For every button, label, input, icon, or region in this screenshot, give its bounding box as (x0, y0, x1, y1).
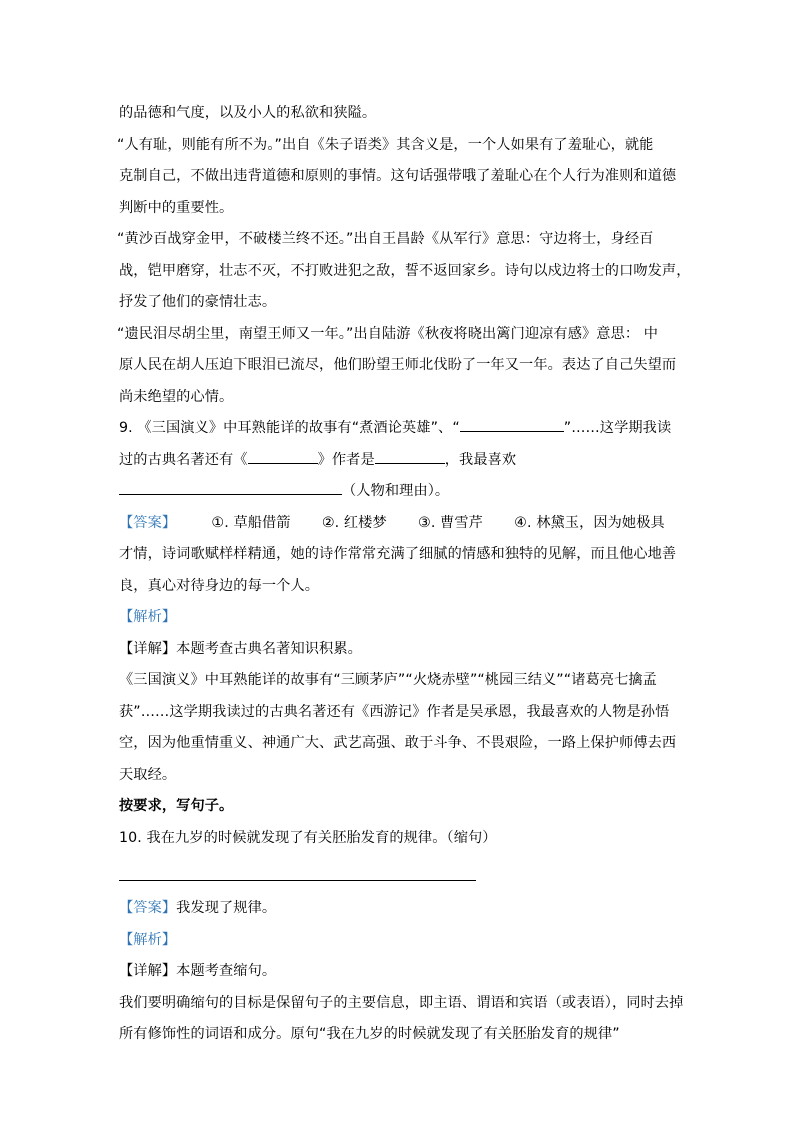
paragraph-intro: 的品德和气度，以及小人的私欲和狭隘。 (119, 105, 377, 121)
answer-item-2: ②. 红楼梦 (321, 514, 387, 531)
text-line: 空，因为他重情重义、神通广大、武艺高强、敢于斗争、不畏艰险，一路上保护师傅去西 (119, 735, 677, 751)
text-line: 所有修饰性的词语和成分。原句“我在九岁的时候就发现了有关胚胎发育的规律” (119, 1026, 620, 1042)
answer-blank-1 (460, 417, 564, 432)
answer-label: 【答案】 (119, 514, 177, 531)
detail-label: 【详解】 (119, 963, 177, 979)
answer-line-rule (119, 880, 476, 881)
detail-intro: 本题考查古典名著知识积累。 (176, 640, 362, 657)
detail-intro: 本题考查缩句。 (176, 963, 277, 979)
document-page (117, 98, 691, 1051)
text-line: 天取经。 (119, 766, 177, 783)
text-line: 尚未绝望的心情。 (119, 388, 234, 405)
answer-text: 我发现了规律。 (176, 900, 277, 916)
question-text: （人物和理由）。 (342, 483, 450, 499)
question-text: 》作者是 (317, 451, 375, 468)
answer-blank-3 (375, 449, 445, 464)
question-9-line-1 (119, 413, 679, 445)
text-line: 获”……这学期我读过的古典名著还有《西游记》作者是吴承恩，我最喜欢的人物是孙悟 (119, 703, 670, 720)
section-heading: 按要求，写句子。 (119, 798, 234, 814)
question-text: ，我最喜欢 (444, 451, 517, 468)
text-line: 抒发了他们的豪情壮志。 (119, 294, 277, 310)
answer-label: 【答案】 (119, 900, 177, 916)
question-text: 《三国演义》中耳熟能详的故事有“煮酒论英雄”、“ (137, 420, 460, 436)
text-line: 才情，诗词歌赋样样精通，她的诗作常常充满了细腻的情感和独特的见解，而且他心地善 (119, 546, 677, 562)
text-line: “遗民泪尽胡尘里，南望王师又一年。”出自陆游《秋夜将晓出篱门迎凉有感》意思： 中 (117, 325, 659, 342)
text-line: “黄沙百战穿金甲，不破楼兰终不还。”出自王昌龄《从军行》意思：守边将士，身经百 (117, 231, 654, 247)
question-9-line-2 (119, 445, 679, 477)
question-10-text: 10. 我在九岁的时候就发现了有关胚胎发育的规律。（缩句） (119, 829, 497, 846)
question-text: 过的古典名著还有《 (119, 451, 248, 468)
question-text: ”……这学期我读 (563, 420, 672, 436)
text-line: 《三国演义》中耳熟能详的故事有“三顾茅庐”“火烧赤壁”“桃园三结义”“诸葛亮七擒孟 (119, 672, 657, 688)
quote-block-1 (119, 130, 679, 225)
quote-block-2 (117, 224, 691, 319)
answer-item-4: ④. 林黛玉，因为她极具 (514, 514, 665, 531)
question-10 (119, 823, 684, 1051)
text-line: 原人民在胡人压迫下眼泪已流尽，他们盼望王师北伐盼了一年又一年。表达了自己失望而 (119, 357, 677, 373)
analysis-label: 【解析】 (119, 609, 177, 625)
question-9-line-3 (119, 476, 679, 508)
text-line: 我们要明确缩句的目标是保留句子的主要信息，即主语、谓语和宾语（或表语），同时去掉 (119, 994, 684, 1011)
answer-blank-2 (248, 449, 318, 464)
detail-label: 【详解】 (119, 640, 177, 657)
question-9 (119, 413, 679, 791)
detail-line (119, 956, 679, 988)
analysis-label: 【解析】 (119, 931, 177, 948)
quote-block-3 (119, 319, 679, 414)
text-line: “人有耻，则能有所不为。”出自《朱子语类》其含义是，一个人如果有了羞耻心，就能 (117, 136, 654, 153)
detail-line (119, 634, 679, 666)
text-line: 战，铠甲磨穿，壮志不灭，不打败进犯之敌，誓不返回家乡。诗句以戍边将士的口吻发声， (119, 262, 691, 279)
text-line: 克制自己，不做出违背道德和原则的事情。这句话强带哦了羞耻心在个人行为准则和道德 (119, 168, 677, 184)
answer-blank-4 (119, 480, 342, 495)
answer-line (119, 508, 679, 540)
answer-item-3: ③. 曹雪芹 (418, 514, 483, 531)
answer-item-1: ①. 草船借箭 (211, 514, 291, 531)
answer-line (119, 893, 679, 925)
text-line: 判断中的重要性。 (119, 199, 234, 216)
question-number: 9. (119, 420, 133, 436)
text-line: 良，真心对待身边的每一个人。 (119, 577, 320, 594)
